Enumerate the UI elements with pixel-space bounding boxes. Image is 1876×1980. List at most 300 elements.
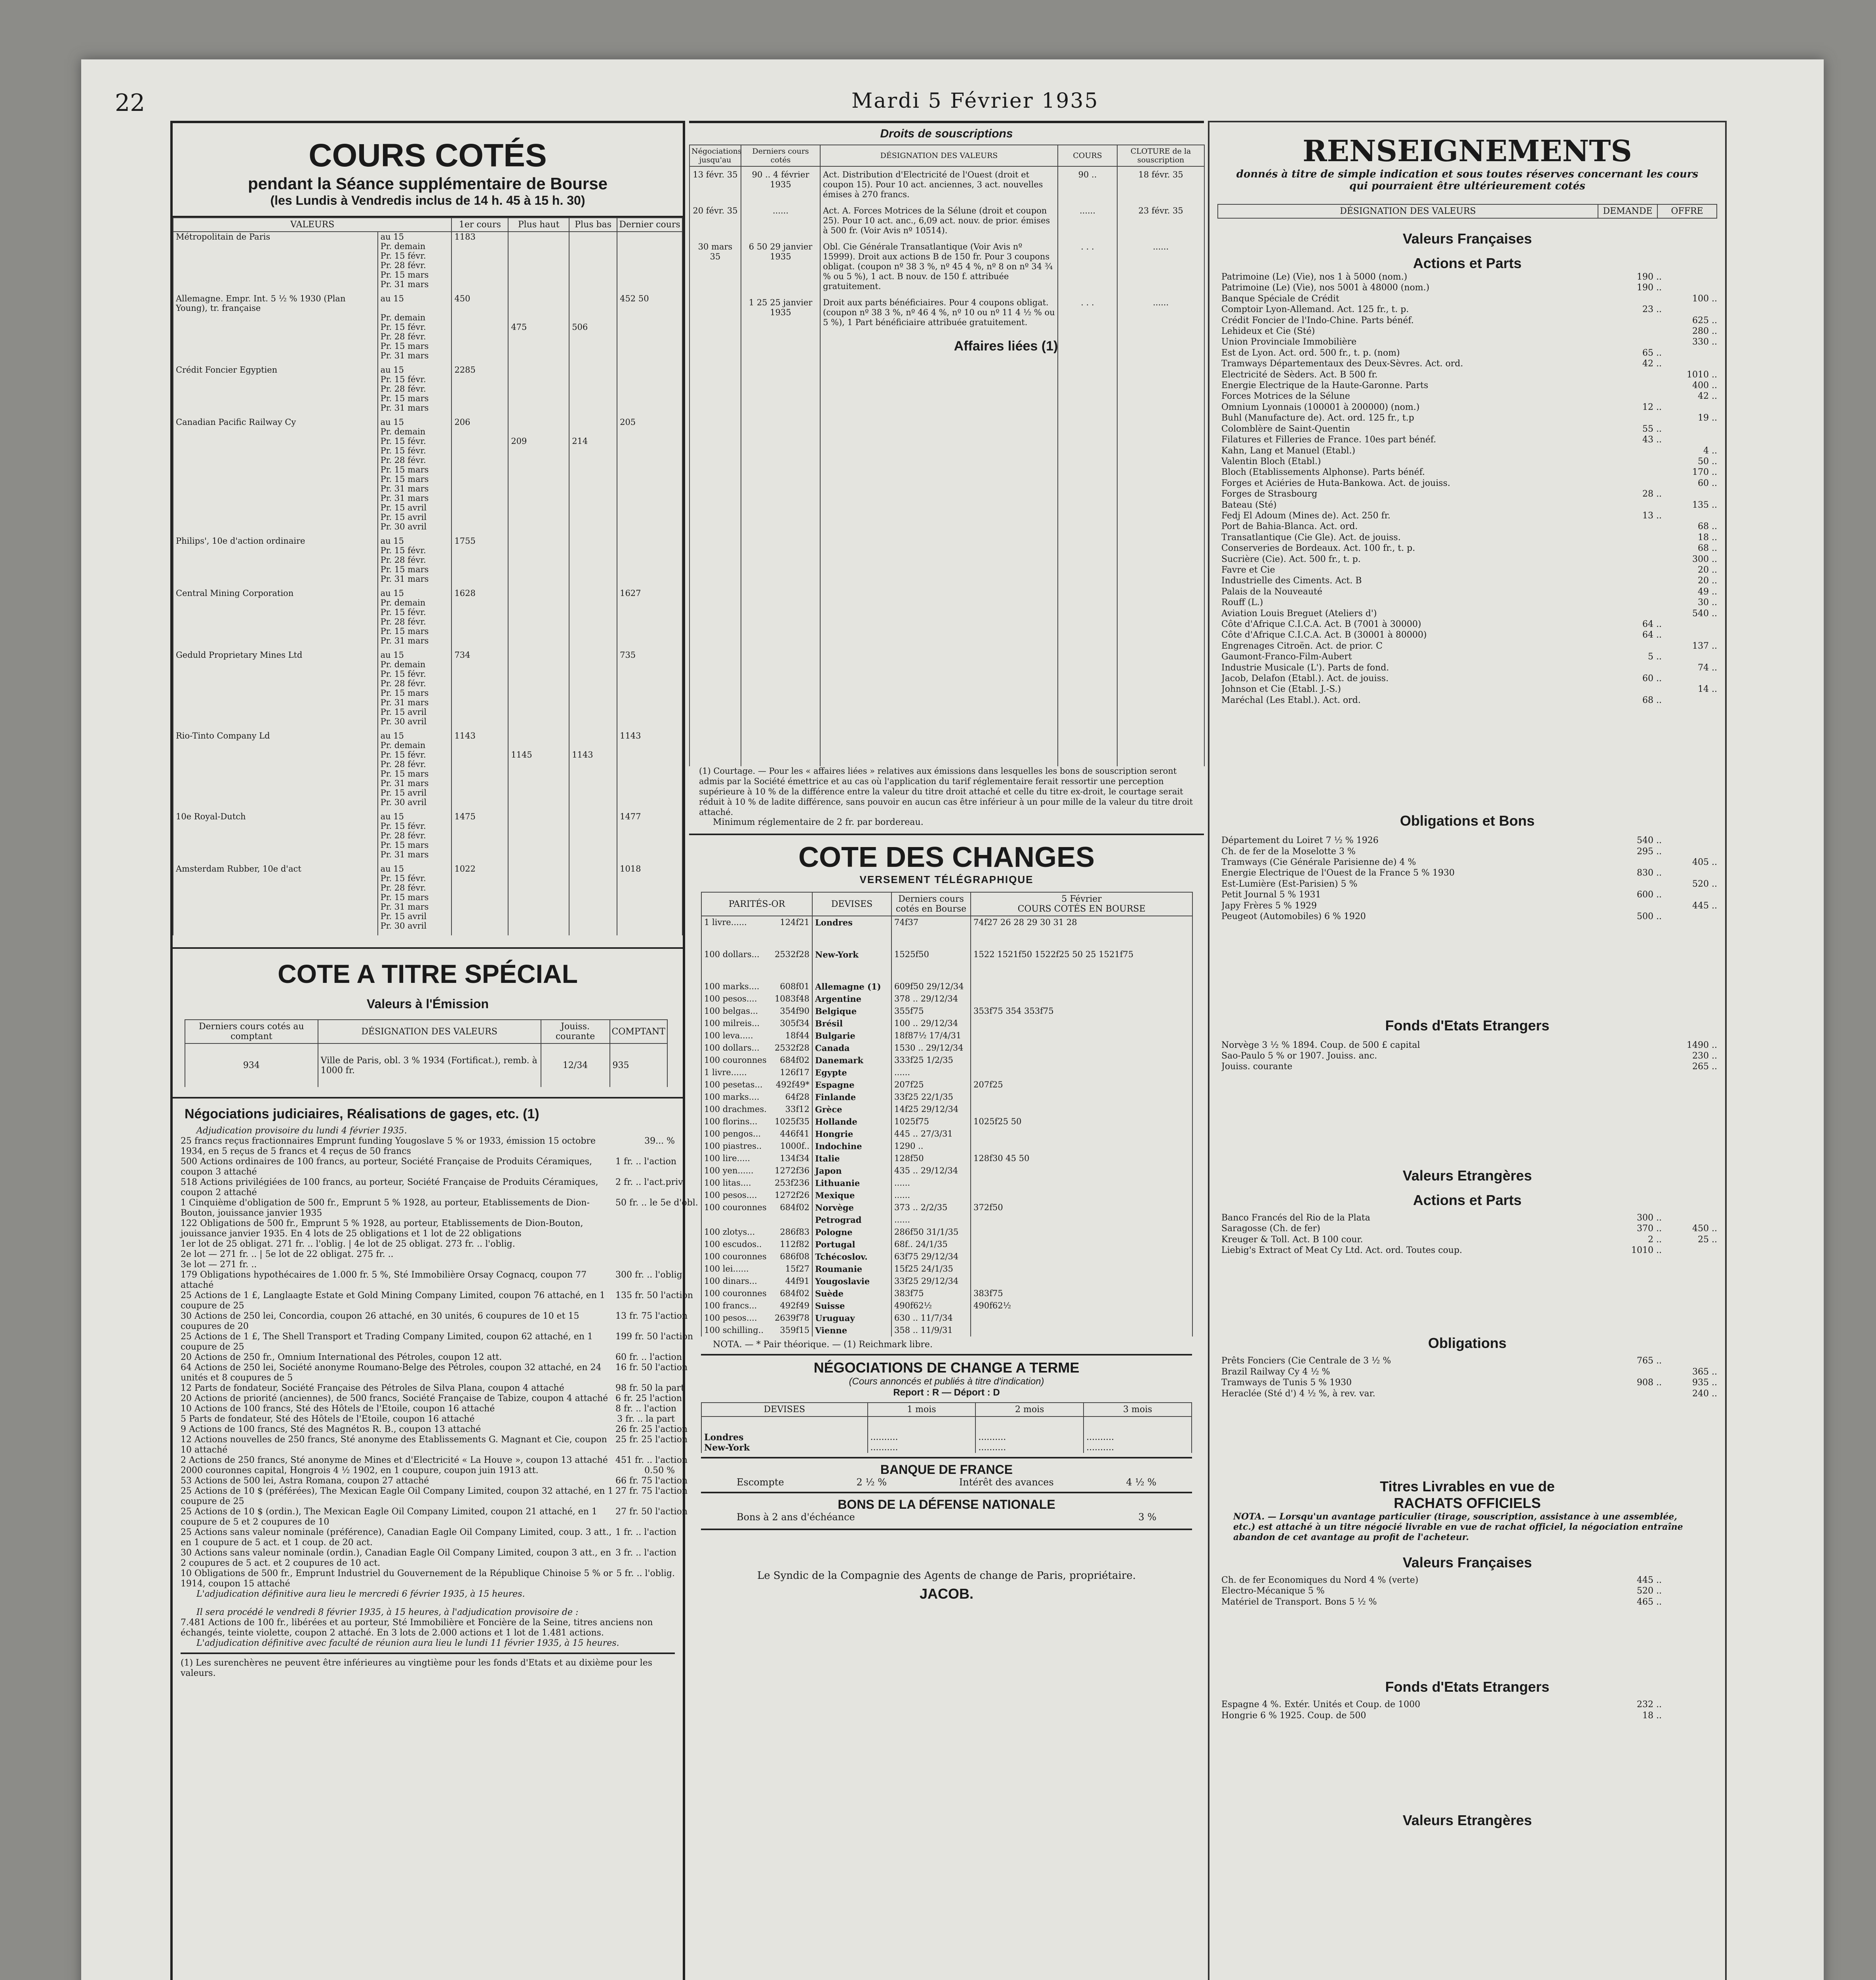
cc-first: [451, 512, 508, 522]
cc-term: Pr. 28 févr.: [378, 883, 452, 893]
rs-item-demande: [1610, 879, 1662, 889]
ch-parite-value: 1025f35: [775, 1117, 809, 1126]
rs-item-demande: [1610, 500, 1662, 510]
rs-item-demande: 55 ..: [1642, 424, 1662, 434]
ch-parite-value: 134f34: [780, 1154, 809, 1163]
ch-parite-value: 124f21: [780, 918, 809, 927]
ch-row: [701, 1201, 1192, 1214]
ch-parite-value: 446f41: [780, 1129, 809, 1138]
cc-first: 206: [451, 417, 508, 427]
rs-item: [1221, 446, 1717, 456]
rs-item: [1221, 565, 1717, 575]
ch-last: 383f75: [891, 1287, 971, 1300]
rs-item: [1221, 304, 1717, 315]
cc-haut: [508, 812, 569, 821]
ch-devise: Yougoslavie: [812, 1275, 891, 1287]
cc-haut: 475: [508, 322, 569, 332]
ch-devise: Allemagne (1): [812, 980, 891, 993]
sc-col-4: CLOTURE de la souscription: [1117, 145, 1204, 166]
ch-row: [701, 1300, 1192, 1312]
cc-row: [173, 427, 682, 436]
ch-last: ......: [891, 1214, 971, 1226]
cc-bas: [569, 850, 617, 859]
cc-last: [617, 261, 682, 270]
rs-item-demande: 43 ..: [1642, 435, 1662, 445]
cc-row: [173, 760, 682, 769]
ch-devise: Petrograd: [812, 1214, 891, 1226]
ch-cours: 353f75 354 353f75: [971, 1005, 1192, 1017]
cc-name: [173, 779, 378, 788]
neg-price: 1 fr. .. l'action: [615, 1527, 677, 1537]
cc-term: Pr. 15 févr.: [378, 821, 452, 831]
cc-row: [173, 522, 682, 531]
rs-item-name: Energie Electrique de l'Ouest de la France 5 % 1930: [1221, 868, 1455, 878]
cs-col-name: DÉSIGNATION DES VALEURS: [318, 1020, 541, 1043]
cc-bas: [569, 779, 617, 788]
cc-name: [173, 902, 378, 912]
rs-item-name: Aviation Louis Breguet (Ateliers d'): [1221, 608, 1377, 619]
cc-name: [173, 351, 378, 360]
cc-first: [451, 242, 508, 251]
terme-title: NÉGOCIATIONS DE CHANGE A TERME: [813, 1359, 1080, 1376]
ch-row: [701, 1275, 1192, 1287]
rs-item-name: Palais de la Nouveauté: [1221, 586, 1322, 597]
cc-first: [451, 503, 508, 512]
ch-parite: [701, 1128, 812, 1140]
cc-last: [617, 883, 682, 893]
cc-first: [451, 912, 508, 921]
ch-parite: [701, 1177, 812, 1189]
cc-bas: [569, 493, 617, 503]
ch-devise: Mexique: [812, 1189, 891, 1201]
rs-item-demande: [1610, 901, 1662, 911]
terme-subtitle: (Cours annoncés et publiés à titre d'indication): [849, 1376, 1044, 1387]
cours-cotes-subtitle: pendant la Séance supplémentaire de Bourse: [248, 174, 608, 193]
ch-parite-value: 126f17: [780, 1068, 809, 1077]
rs-item-name: Transatlantique (Cie Gle). Act. de jouiss.: [1221, 532, 1401, 543]
cs-col-last: Derniers cours cotés au comptant: [185, 1020, 318, 1043]
rs-item-name: Saragosse (Ch. de fer): [1221, 1224, 1320, 1234]
neg-item: [181, 1394, 682, 1404]
ch-last: 435 .. 29/12/34: [891, 1165, 971, 1177]
ch-parite-label: 100 belgas...: [704, 1006, 758, 1016]
rs-item-offre: 20 ..: [1698, 565, 1717, 575]
ch-row: [701, 1177, 1192, 1189]
cc-row: [173, 812, 682, 821]
rs-item-name: Tramways Départementaux des Deux-Sèvres. Act. ord.: [1221, 359, 1463, 369]
ch-cours: 128f30 45 50: [971, 1152, 1192, 1165]
ch-row: [701, 948, 1192, 961]
ch-cours: [971, 1263, 1192, 1275]
neg-price: 26 fr. 25 l'action: [615, 1424, 688, 1434]
neg-price: 6 fr. 25 l'action: [615, 1394, 682, 1403]
ch-last: 15f25 24/1/35: [891, 1263, 971, 1275]
cc-row: [173, 365, 682, 375]
cc-term: Pr. 28 févr.: [378, 455, 452, 465]
cc-last: [617, 465, 682, 474]
negociations-definitive: L'adjudication définitive aura lieu le mercredi 6 février 1935, à 15 heures.: [196, 1589, 525, 1599]
ch-parite: [701, 1152, 812, 1165]
cc-first: [451, 769, 508, 779]
cc-last: [617, 921, 682, 931]
cc-last: [617, 565, 682, 574]
cc-last: [617, 688, 682, 698]
rs-item-offre: [1662, 630, 1717, 640]
cc-haut: [508, 455, 569, 465]
rs-item-offre: 20 ..: [1698, 576, 1717, 586]
ch-row: [701, 1140, 1192, 1152]
cc-haut: [508, 798, 569, 807]
cc-bas: [569, 365, 617, 375]
ch-parite-value: 64f28: [785, 1092, 809, 1102]
rs-item: [1221, 619, 1717, 630]
ch-parite-value: 492f49: [780, 1301, 809, 1310]
ch-parite: [701, 1140, 812, 1152]
neg-text: 25 francs reçus fractionnaires Emprunt funding Yougoslave 5 % or 1933, émission 15 octobre 1934, en 5 reçus de 5 francs et 4 reçus de 50 francs: [181, 1136, 596, 1156]
cc-last: [617, 322, 682, 332]
cc-bas: [569, 375, 617, 384]
cc-first: [451, 446, 508, 455]
cc-name: 10e Royal-Dutch: [173, 812, 378, 821]
ch-cours: 207f25: [971, 1079, 1192, 1091]
rs-item-offre: 60 ..: [1698, 478, 1717, 488]
cc-first: [451, 821, 508, 831]
cc-haut: [508, 536, 569, 546]
rs-col-demande: DEMANDE: [1598, 204, 1657, 218]
cc-bas: [569, 384, 617, 394]
rs-item-name: Colomblère de Saint-Quentin: [1221, 424, 1350, 434]
cc-term: Pr. 28 févr.: [378, 555, 452, 565]
neg-price: 60 fr. .. l'action: [615, 1352, 682, 1362]
rs-item-name: Fedj El Adoum (Mines de). Act. 250 fr.: [1221, 510, 1390, 521]
ch-parite-label: 100 couronnes: [704, 1252, 767, 1261]
ch-devise: Argentine: [812, 993, 891, 1005]
cc-haut: [508, 660, 569, 669]
cc-row: [173, 446, 682, 455]
cc-term: Pr. 15 mars: [378, 341, 452, 351]
ch-parite-value: 2532f28: [775, 950, 809, 959]
rs-item-offre: 240 ..: [1692, 1388, 1717, 1399]
rs-item-demande: [1610, 380, 1662, 391]
cc-first: 450: [451, 294, 508, 313]
cc-bas: 214: [569, 436, 617, 446]
ch-devise: Belgique: [812, 1005, 891, 1017]
negociations-definitive2: L'adjudication définitive avec faculté de réunion aura lieu le lundi 11 février 1935, à 15 heures.: [196, 1638, 619, 1648]
cc-first: [451, 493, 508, 503]
rs-item-offre: 137 ..: [1692, 641, 1717, 651]
ch-col-last: Derniers cours cotés en Bourse: [891, 892, 971, 916]
neg-text: 1er lot de 25 obligat. 271 fr. .. l'oblig. | 4e lot de 25 obligat. 273 fr. .. l'oblig.: [181, 1239, 515, 1249]
cc-row: [173, 788, 682, 798]
ch-devise: Egypte: [812, 1066, 891, 1079]
cc-last: [617, 546, 682, 555]
rs-item-demande: 830 ..: [1637, 868, 1662, 878]
negociations-list: [173, 1136, 698, 1589]
ch-row: [701, 1116, 1192, 1128]
cc-name: [173, 455, 378, 465]
signature-line: Le Syndic de la Compagnie des Agents de change de Paris, propriétaire.: [757, 1570, 1136, 1582]
rs-item-name: Rouff (L.): [1221, 598, 1263, 608]
cc-haut: [508, 261, 569, 270]
ch-parite: [701, 1091, 812, 1103]
cc-bas: [569, 598, 617, 607]
cc-first: [451, 574, 508, 584]
cc-row: [173, 403, 682, 413]
cc-row: [173, 779, 682, 788]
sc-last: ......: [741, 203, 820, 239]
ch-parite-value: 33f12: [785, 1104, 809, 1114]
cc-name: [173, 636, 378, 645]
rs-item: [1221, 641, 1717, 651]
rs-item-name: Bateau (Sté): [1221, 500, 1277, 510]
rs-item: [1221, 1356, 1717, 1366]
cc-term: Pr. 15 févr.: [378, 436, 452, 446]
cc-term: au 15: [378, 864, 452, 874]
cc-haut: [508, 650, 569, 660]
neg-price: 2 fr. .. l'act.priv.: [615, 1177, 685, 1187]
rs-item-demande: 600 ..: [1637, 890, 1662, 900]
rs-item-name: Ch. de fer de la Moselotte 3 %: [1221, 846, 1356, 857]
cc-term: Pr. demain: [378, 313, 452, 322]
cc-haut: [508, 850, 569, 859]
ch-parite: [701, 1189, 812, 1201]
ch-devise: Bulgarie: [812, 1030, 891, 1042]
cc-last: [617, 365, 682, 375]
cc-term: Pr. 15 avril: [378, 503, 452, 512]
cc-first: [451, 546, 508, 555]
cc-term: Pr. 28 févr.: [378, 831, 452, 840]
rs-item-demande: 190 ..: [1637, 272, 1662, 282]
rs-item: [1221, 651, 1717, 662]
cc-haut: [508, 598, 569, 607]
ch-last: 207f25: [891, 1079, 971, 1091]
ch-last: 68f.. 24/1/35: [891, 1238, 971, 1251]
rs-item-demande: 232 ..: [1637, 1700, 1662, 1710]
cc-name: [173, 261, 378, 270]
rs-item-name: Port de Bahia-Blanca. Act. ord.: [1221, 522, 1358, 532]
bons-defense-title: BONS DE LA DÉFENSE NATIONALE: [838, 1497, 1055, 1512]
rs-item-demande: [1610, 565, 1662, 575]
rs-item-demande: 370 ..: [1637, 1224, 1662, 1234]
column-left: [170, 121, 698, 1980]
souscriptions-title: Droits de souscriptions: [880, 127, 1013, 140]
cc-first: [451, 251, 508, 261]
rs-item-offre: 540 ..: [1692, 608, 1717, 619]
rs-item-name: Petit Journal 5 % 1931: [1221, 890, 1321, 900]
rs-item: [1221, 543, 1717, 554]
rs-item: [1221, 510, 1717, 521]
ch-last: 490f62½: [891, 1300, 971, 1312]
neg-text: 500 Actions ordinaires de 100 francs, au porteur, Société Française de Produits Céramiques, coupon 3 attaché: [181, 1157, 592, 1177]
rs-item-demande: 540 ..: [1637, 836, 1662, 846]
rs-item: [1221, 879, 1717, 889]
ch-parite: [701, 1079, 812, 1091]
ch-cours: [971, 1312, 1192, 1324]
ch-parite-value: 684f02: [780, 1289, 809, 1298]
rs-item-demande: [1610, 446, 1662, 456]
cc-first: [451, 741, 508, 750]
cc-row: [173, 902, 682, 912]
rs-item: [1221, 1597, 1717, 1607]
neg-item: [181, 1414, 675, 1424]
neg-text: 9 Actions de 100 francs, Sté des Magnétos R. B., coupon 13 attaché: [181, 1424, 481, 1434]
cc-name: [173, 921, 378, 931]
neg-item: [181, 1198, 698, 1218]
rs-item-name: Est de Lyon. Act. ord. 500 fr., t. p. (nom): [1221, 348, 1400, 358]
cc-first: [451, 660, 508, 669]
sc-col-1: Derniers cours cotés: [741, 145, 820, 166]
neg-price: 13 fr. 75 l'action: [615, 1311, 688, 1321]
cc-name: [173, 375, 378, 384]
neg-price: 39... %: [644, 1136, 675, 1146]
neg-price: [615, 1249, 675, 1260]
rs-item: [1221, 489, 1717, 499]
neg-price: 5 fr. .. l'oblig.: [616, 1569, 675, 1578]
ch-row: [701, 980, 1192, 993]
ch-parite-value: 18f44: [785, 1031, 809, 1040]
neg-item: [181, 1363, 688, 1383]
rs-item-name: Jacob, Delafon (Etabl.). Act. de jouiss.: [1221, 674, 1389, 684]
ch-cours: 372f50: [971, 1201, 1192, 1214]
cc-first: [451, 403, 508, 413]
cc-first: [451, 436, 508, 446]
rs-item-name: Maréchal (Les Etabl.). Act. ord.: [1221, 695, 1361, 705]
sc-text: Obl. Cie Générale Transatlantique (Voir Avis nº 15999). Droit aux actions B de 150 fr. Pour 3 coupons obligat. (coupon nº 38 3 %, nº 45 4 %, nº 8 on nº 34 ¾ % ou 5 %), 1 act. B nouv. de 150 f. attribuée gratuitement.: [820, 239, 1058, 295]
rs-item-demande: 12 ..: [1642, 402, 1662, 412]
rs-item-name: Forces Motrices de la Sélune: [1221, 391, 1350, 402]
cc-haut: [508, 636, 569, 645]
rs-item-name: Banco Francés del Rio de la Plata: [1221, 1213, 1370, 1223]
rs-item-offre: 230 ..: [1692, 1051, 1717, 1061]
cc-name: [173, 769, 378, 779]
cc-term: Pr. demain: [378, 242, 452, 251]
cc-bas: [569, 546, 617, 555]
cc-name: [173, 270, 378, 280]
rs-item-demande: [1610, 663, 1662, 673]
rs-obligations: Obligations: [1428, 1335, 1507, 1352]
ch-parite-value: 305f34: [780, 1019, 809, 1028]
cc-bas: [569, 769, 617, 779]
rs-actions-list: [1209, 272, 1725, 706]
cc-last: [617, 313, 682, 322]
neg-text: 25 Actions de 1 £, The Shell Transport et Trading Company Limited, coupon 62 attaché, en 1 coupure de 25: [181, 1332, 593, 1352]
cc-last: [617, 840, 682, 850]
cc-first: [451, 707, 508, 717]
cc-row: [173, 850, 682, 859]
cc-haut: [508, 313, 569, 322]
neg-text: 10 Obligations de 500 fr., Emprunt Industriel du Gouvernement de la République Chinoise 5 % or 1914, coupon 15 attaché: [181, 1569, 613, 1589]
cours-cotes-hours: (les Lundis à Vendredis inclus de 14 h. 45 à 15 h. 30): [270, 193, 585, 208]
sc-cours: . . .: [1058, 295, 1117, 331]
ch-devise: Indochine: [812, 1140, 891, 1152]
rs-item-offre: [1662, 1597, 1717, 1607]
rs-fonds-etrangers2: Fonds d'Etats Etrangers: [1385, 1679, 1550, 1695]
cc-haut: [508, 493, 569, 503]
rs-item: [1221, 1710, 1717, 1721]
cc-haut: [508, 574, 569, 584]
ch-devise: New-York: [812, 948, 891, 961]
rs-valeurs-francaises2: Valeurs Françaises: [1402, 1554, 1532, 1571]
cc-bas: [569, 760, 617, 769]
neg-item: [181, 1239, 675, 1249]
cc-haut: 1145: [508, 750, 569, 760]
cc-name: [173, 512, 378, 522]
rs-item: [1221, 586, 1717, 597]
cc-bas: [569, 588, 617, 598]
cc-name: [173, 565, 378, 574]
neg-price: 300 fr. .. l'oblig.: [615, 1270, 685, 1280]
cc-row: [173, 251, 682, 261]
rs-item-name: Côte d'Afrique C.I.C.A. Act. B (7001 à 30000): [1221, 619, 1421, 629]
cc-bas: [569, 261, 617, 270]
rs-item-demande: [1610, 857, 1662, 868]
rs-item: [1221, 467, 1717, 478]
cc-last: [617, 626, 682, 636]
banque-france-row: [689, 1477, 1204, 1488]
cc-last: [617, 280, 682, 289]
cc-term: Pr. demain: [378, 660, 452, 669]
cc-first: [451, 760, 508, 769]
ch-devise: Pologne: [812, 1226, 891, 1238]
cc-row: [173, 455, 682, 465]
cc-last: [617, 536, 682, 546]
cc-name: [173, 384, 378, 394]
cc-last: [617, 270, 682, 280]
cc-last: [617, 717, 682, 726]
neg-text: 20 Actions de 250 fr., Omnium International des Pétroles, coupon 12 att.: [181, 1352, 502, 1362]
cc-first: [451, 484, 508, 493]
cc-name: [173, 403, 378, 413]
rs-item: [1221, 348, 1717, 358]
cc-term: Pr. 31 mars: [378, 403, 452, 413]
rs-item-demande: 13 ..: [1642, 510, 1662, 521]
affaires-liees: Affaires liées (1): [954, 339, 1058, 354]
ch-last: 373 .. 2/2/35: [891, 1201, 971, 1214]
rs-item-demande: [1610, 1367, 1662, 1377]
neg-item: [181, 1486, 688, 1507]
cc-term: Pr. 15 mars: [378, 688, 452, 698]
ch-parite-value: 2639f78: [775, 1313, 809, 1323]
ch-last: 100 .. 29/12/34: [891, 1017, 971, 1030]
cc-first: [451, 351, 508, 360]
ch-row: [701, 1189, 1192, 1201]
ch-row: [701, 1152, 1192, 1165]
sc-cloture: ......: [1117, 295, 1204, 331]
ch-cours: [971, 1165, 1192, 1177]
cc-row: [173, 769, 682, 779]
cc-last: [617, 831, 682, 840]
rs-item-name: Kreuger & Toll. Act. B 100 cour.: [1221, 1234, 1363, 1245]
cc-first: [451, 313, 508, 322]
rs-item-offre: [1662, 424, 1717, 434]
ch-parite-label: 100 couronnes: [704, 1055, 767, 1065]
cc-first: [451, 893, 508, 902]
cc-first: [451, 455, 508, 465]
cc-term: Pr. 31 mars: [378, 698, 452, 707]
cc-term: Pr. 31 mars: [378, 493, 452, 503]
cc-row: [173, 394, 682, 403]
terme-row-londres: Londres: [701, 1432, 868, 1443]
cc-row: [173, 341, 682, 351]
neg-text: 12 Parts de fondateur, Société Française des Pétroles de Silva Plana, coupon 4 attaché: [181, 1383, 564, 1393]
rs-item-offre: 265 ..: [1692, 1062, 1717, 1072]
changes-subtitle: VERSEMENT TÉLÉGRAPHIQUE: [859, 874, 1034, 885]
sc-col-3: COURS: [1058, 145, 1117, 166]
rs-item-offre: [1662, 619, 1717, 630]
cc-haut: [508, 688, 569, 698]
cc-row: [173, 503, 682, 512]
neg-item: [181, 1476, 688, 1486]
